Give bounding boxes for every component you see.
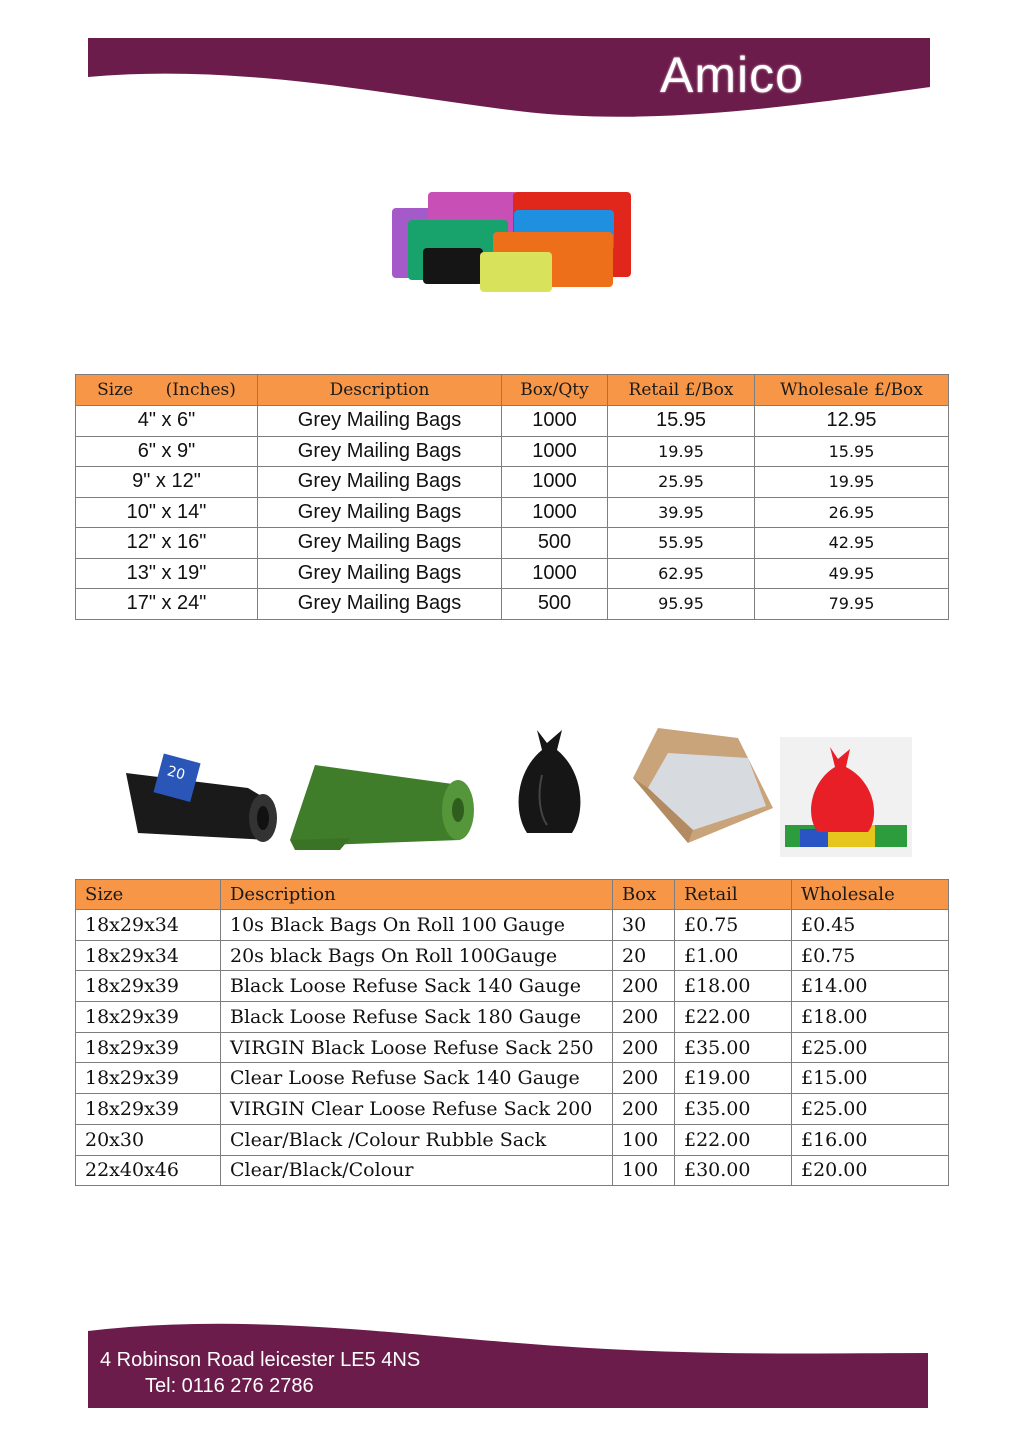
wholesale-cell: 79.95 bbox=[755, 589, 949, 620]
box-cell: 200 bbox=[613, 971, 675, 1002]
box-cell: 200 bbox=[613, 1002, 675, 1033]
header-wholesale: Wholesale bbox=[792, 880, 949, 910]
retail-cell: 95.95 bbox=[608, 589, 755, 620]
wholesale-cell: 49.95 bbox=[755, 558, 949, 589]
box-cell: 200 bbox=[613, 1063, 675, 1094]
wholesale-cell: £0.45 bbox=[792, 910, 949, 941]
retail-cell: £30.00 bbox=[675, 1155, 792, 1186]
svg-text:20: 20 bbox=[165, 763, 187, 784]
table-row bbox=[76, 971, 949, 1002]
box-cell: 20 bbox=[613, 940, 675, 971]
size-cell: 9" x 12" bbox=[76, 467, 258, 498]
wholesale-cell: 15.95 bbox=[755, 436, 949, 467]
size-cell: 10" x 14" bbox=[76, 497, 258, 528]
description-cell: Clear Loose Refuse Sack 140 Gauge bbox=[221, 1063, 613, 1094]
retail-cell: £35.00 bbox=[675, 1032, 792, 1063]
table-row bbox=[76, 436, 949, 467]
box-cell: 200 bbox=[613, 1094, 675, 1125]
table-header-row bbox=[76, 375, 949, 406]
wholesale-cell: 26.95 bbox=[755, 497, 949, 528]
retail-cell: £19.00 bbox=[675, 1063, 792, 1094]
qty-cell: 1000 bbox=[502, 436, 608, 467]
retail-cell: £22.00 bbox=[675, 1002, 792, 1033]
retail-cell: 19.95 bbox=[608, 436, 755, 467]
size-cell: 6" x 9" bbox=[76, 436, 258, 467]
retail-cell: £18.00 bbox=[675, 971, 792, 1002]
wholesale-cell: £20.00 bbox=[792, 1155, 949, 1186]
size-cell: 12" x 16" bbox=[76, 528, 258, 559]
size-cell: 18x29x34 bbox=[76, 940, 221, 971]
retail-cell: 62.95 bbox=[608, 558, 755, 589]
footer-address: 4 Robinson Road leicester LE5 4NS bbox=[100, 1349, 421, 1371]
qty-cell: 1000 bbox=[502, 558, 608, 589]
mailing-bags-table bbox=[75, 374, 949, 620]
header-retail: Retail £/Box bbox=[608, 375, 755, 406]
table-row bbox=[76, 497, 949, 528]
description-cell: Grey Mailing Bags bbox=[258, 528, 502, 559]
red-sack-photo bbox=[780, 737, 912, 857]
header-size bbox=[76, 375, 258, 406]
table-row bbox=[76, 558, 949, 589]
black-bags-roll-photo bbox=[118, 748, 280, 848]
wholesale-cell: 42.95 bbox=[755, 528, 949, 559]
description-cell: 20s black Bags On Roll 100Gauge bbox=[221, 940, 613, 971]
retail-cell: 39.95 bbox=[608, 497, 755, 528]
description-cell: VIRGIN Black Loose Refuse Sack 250 bbox=[221, 1032, 613, 1063]
header-size: Size bbox=[76, 880, 221, 910]
size-cell: 20x30 bbox=[76, 1124, 221, 1155]
refuse-sacks-table bbox=[75, 879, 949, 1186]
size-cell: 18x29x39 bbox=[76, 1094, 221, 1125]
footer-phone: Tel: 0116 276 2786 bbox=[145, 1375, 314, 1397]
table-row bbox=[76, 1094, 949, 1125]
retail-cell: 25.95 bbox=[608, 467, 755, 498]
description-cell: Grey Mailing Bags bbox=[258, 497, 502, 528]
black-sack-photo bbox=[512, 725, 587, 840]
wholesale-cell: £18.00 bbox=[792, 1002, 949, 1033]
description-cell: Grey Mailing Bags bbox=[258, 436, 502, 467]
table-row bbox=[76, 910, 949, 941]
description-cell: Black Loose Refuse Sack 140 Gauge bbox=[221, 971, 613, 1002]
table-row bbox=[76, 467, 949, 498]
wholesale-cell: 12.95 bbox=[755, 406, 949, 437]
description-cell: Grey Mailing Bags bbox=[258, 467, 502, 498]
table-row bbox=[76, 528, 949, 559]
description-cell: Grey Mailing Bags bbox=[258, 406, 502, 437]
size-cell: 22x40x46 bbox=[76, 1155, 221, 1186]
header-box-qty: Box/Qty bbox=[502, 375, 608, 406]
table-row bbox=[76, 406, 949, 437]
description-cell: 10s Black Bags On Roll 100 Gauge bbox=[221, 910, 613, 941]
header-wholesale: Wholesale £/Box bbox=[755, 375, 949, 406]
mailing-bags-photo bbox=[388, 180, 658, 305]
wholesale-cell: £15.00 bbox=[792, 1063, 949, 1094]
retail-cell: 55.95 bbox=[608, 528, 755, 559]
box-cell: 100 bbox=[613, 1124, 675, 1155]
wholesale-cell: £0.75 bbox=[792, 940, 949, 971]
retail-cell: £35.00 bbox=[675, 1094, 792, 1125]
table-header-row bbox=[76, 880, 949, 910]
table-row bbox=[76, 1032, 949, 1063]
wholesale-cell: 19.95 bbox=[755, 467, 949, 498]
size-cell: 18x29x34 bbox=[76, 910, 221, 941]
qty-cell: 1000 bbox=[502, 497, 608, 528]
size-cell: 4" x 6" bbox=[76, 406, 258, 437]
wholesale-cell: £25.00 bbox=[792, 1032, 949, 1063]
description-cell: Clear/Black /Colour Rubble Sack bbox=[221, 1124, 613, 1155]
brand-logo: Amico bbox=[660, 47, 804, 103]
wholesale-cell: £14.00 bbox=[792, 971, 949, 1002]
table-row bbox=[76, 940, 949, 971]
box-cell: 100 bbox=[613, 1155, 675, 1186]
header-box: Box bbox=[613, 880, 675, 910]
description-cell: VIRGIN Clear Loose Refuse Sack 200 bbox=[221, 1094, 613, 1125]
description-cell: Clear/Black/Colour bbox=[221, 1155, 613, 1186]
qty-cell: 1000 bbox=[502, 467, 608, 498]
retail-cell: £22.00 bbox=[675, 1124, 792, 1155]
table-row bbox=[76, 1124, 949, 1155]
description-cell: Grey Mailing Bags bbox=[258, 589, 502, 620]
retail-cell: £1.00 bbox=[675, 940, 792, 971]
size-cell: 18x29x39 bbox=[76, 1002, 221, 1033]
green-sacks-roll-photo bbox=[290, 750, 480, 855]
header-description: Description bbox=[221, 880, 613, 910]
header-retail: Retail bbox=[675, 880, 792, 910]
header-description: Description bbox=[258, 375, 502, 406]
size-cell: 17" x 24" bbox=[76, 589, 258, 620]
box-cell: 200 bbox=[613, 1032, 675, 1063]
box-cell: 30 bbox=[613, 910, 675, 941]
table-row bbox=[76, 1002, 949, 1033]
size-cell: 18x29x39 bbox=[76, 1063, 221, 1094]
size-cell: 18x29x39 bbox=[76, 971, 221, 1002]
wholesale-cell: £16.00 bbox=[792, 1124, 949, 1155]
clear-sacks-box-photo bbox=[628, 718, 776, 846]
table-row bbox=[76, 1063, 949, 1094]
table-row bbox=[76, 1155, 949, 1186]
size-cell: 18x29x39 bbox=[76, 1032, 221, 1063]
qty-cell: 500 bbox=[502, 528, 608, 559]
header-inches-label: (Inches) bbox=[165, 380, 236, 400]
table-row bbox=[76, 589, 949, 620]
qty-cell: 500 bbox=[502, 589, 608, 620]
retail-cell: 15.95 bbox=[608, 406, 755, 437]
qty-cell: 1000 bbox=[502, 406, 608, 437]
header-size-label: Size bbox=[97, 380, 134, 400]
description-cell: Black Loose Refuse Sack 180 Gauge bbox=[221, 1002, 613, 1033]
description-cell: Grey Mailing Bags bbox=[258, 558, 502, 589]
size-cell: 13" x 19" bbox=[76, 558, 258, 589]
wholesale-cell: £25.00 bbox=[792, 1094, 949, 1125]
retail-cell: £0.75 bbox=[675, 910, 792, 941]
